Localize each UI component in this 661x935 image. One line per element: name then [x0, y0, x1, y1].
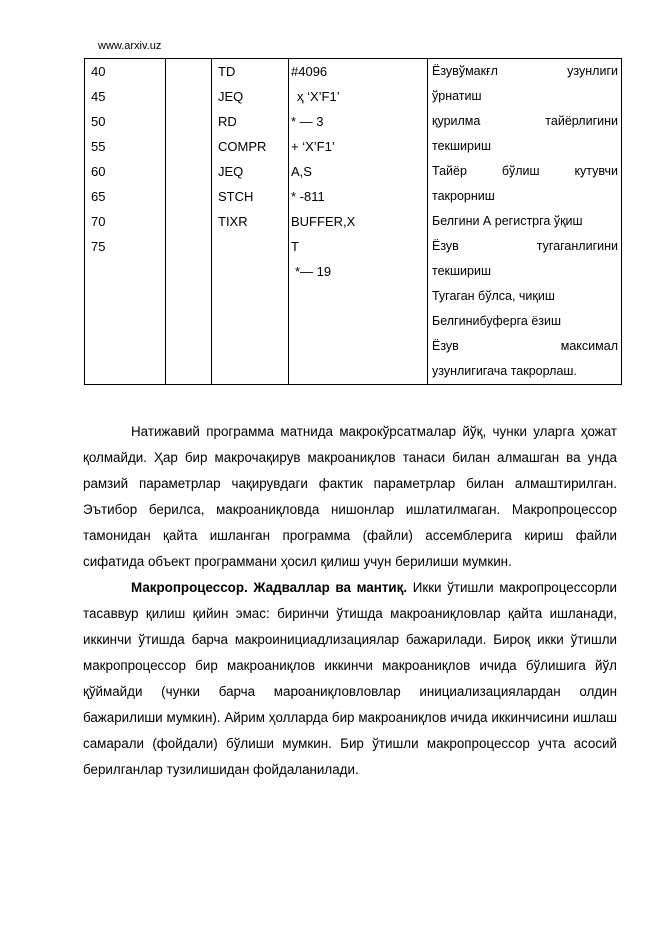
line-number: 55: [91, 139, 106, 154]
operand: * — 3: [291, 114, 324, 129]
operation: JEQ: [218, 89, 244, 104]
line-number-column: [85, 59, 166, 385]
operation: COMPR: [218, 139, 267, 154]
line-number: 40: [91, 64, 106, 79]
paragraph-macroprocessor: [83, 575, 617, 783]
line-number: 70: [91, 214, 106, 229]
line-number: 45: [91, 89, 106, 104]
comment-line: Ёзув максимал: [432, 339, 618, 353]
assembly-listing-table: [84, 58, 622, 385]
section-heading: Макропроцессор. Жадваллар ва мантиқ.: [131, 580, 408, 595]
comment-line: текшириш: [432, 139, 491, 153]
label-column: [166, 59, 212, 385]
comment-line: текшириш: [432, 264, 491, 278]
operand: * -811: [291, 189, 325, 204]
operation: STCH: [218, 189, 254, 204]
comment-line: Тугаган бўлса, чиқиш: [432, 289, 555, 303]
operand: BUFFER,X: [291, 214, 356, 229]
operation: RD: [218, 114, 237, 129]
comment-line: такрорниш: [432, 189, 495, 203]
comment-line: ўрнатиш: [432, 89, 482, 103]
body-text: [83, 419, 617, 783]
paragraph-macroprocessor-text: Икки ўтишли макропроцессорли тасаввур қилиш қийин эмас: биринчи ўтишда макроаниқловлар қайта ишланади, иккинчи ўтишда барча макроинициадлизациялар бажарилади. Бироқ икки ўтишли макропроцессор бир макроаниқлов иккинчи макроаниқлов ичида бўлишига йўл қўймайди (чунки барча мароаниқловловлар инициализациялардан олдин бажарилиши мумкин). Айрим ҳолларда бир макроаниқлов ичида иккинчисини ишлаш самарали (фойдали) бўлиши мумкин. Бир ўтишли макропроцессор учта асосий берилганлар тузилишидан фойдаланилади.: [83, 580, 617, 777]
operand: + ‘X’F1’: [291, 139, 335, 154]
operand-column: [289, 59, 428, 385]
operation: TD: [218, 64, 236, 79]
line-number: 65: [91, 189, 106, 204]
operation-column: [212, 59, 289, 385]
operand: ҳ ‘X’F1’: [297, 89, 340, 104]
line-number: 50: [91, 114, 106, 129]
line-number: 75: [91, 239, 106, 254]
comment-line: Ёзувўмакғл узунлиги: [432, 64, 618, 78]
paragraph-result-program: Натижавий программа матнида макрокўрсатмалар йўқ, чунки уларга ҳожат қолмайди. Ҳар бир макрочақирув макроаниқлов танаси билан алмашган ва унда рамзий параметрлар чақирувдаги фактик параметрлар билан алмаштирилган. Эътибор берилса, макроаниқловда нишонлар ишлатилмаган. Макропроцессор тамонидан қайта ишланган программа (файли) ассемблерига кириш файли сифатида объект программани ҳосил қилиш учун берилиши мумкин.: [83, 424, 617, 569]
site-watermark: www.arxiv.uz: [98, 40, 162, 52]
comment-line: Ёзув тугаганлигини: [432, 239, 618, 253]
comment-column: [428, 59, 622, 385]
comment-line: қурилма тайёрлигини: [432, 114, 618, 128]
operand: #4096: [291, 64, 328, 79]
comment-line: Белгинибуферга ёзиш: [432, 314, 562, 328]
comment-line: Белгини А регистрга ўқиш: [432, 214, 583, 228]
operand: A,S: [291, 164, 312, 179]
line-number: 60: [91, 164, 106, 179]
comment-line: узунлигигача такрорлаш.: [432, 364, 577, 378]
operand: *— 19: [295, 264, 332, 279]
operation: TIXR: [218, 214, 248, 229]
operand: T: [291, 239, 299, 254]
operation: JEQ: [218, 164, 244, 179]
comment-line: Тайёр бўлиш кутувчи: [432, 164, 618, 178]
